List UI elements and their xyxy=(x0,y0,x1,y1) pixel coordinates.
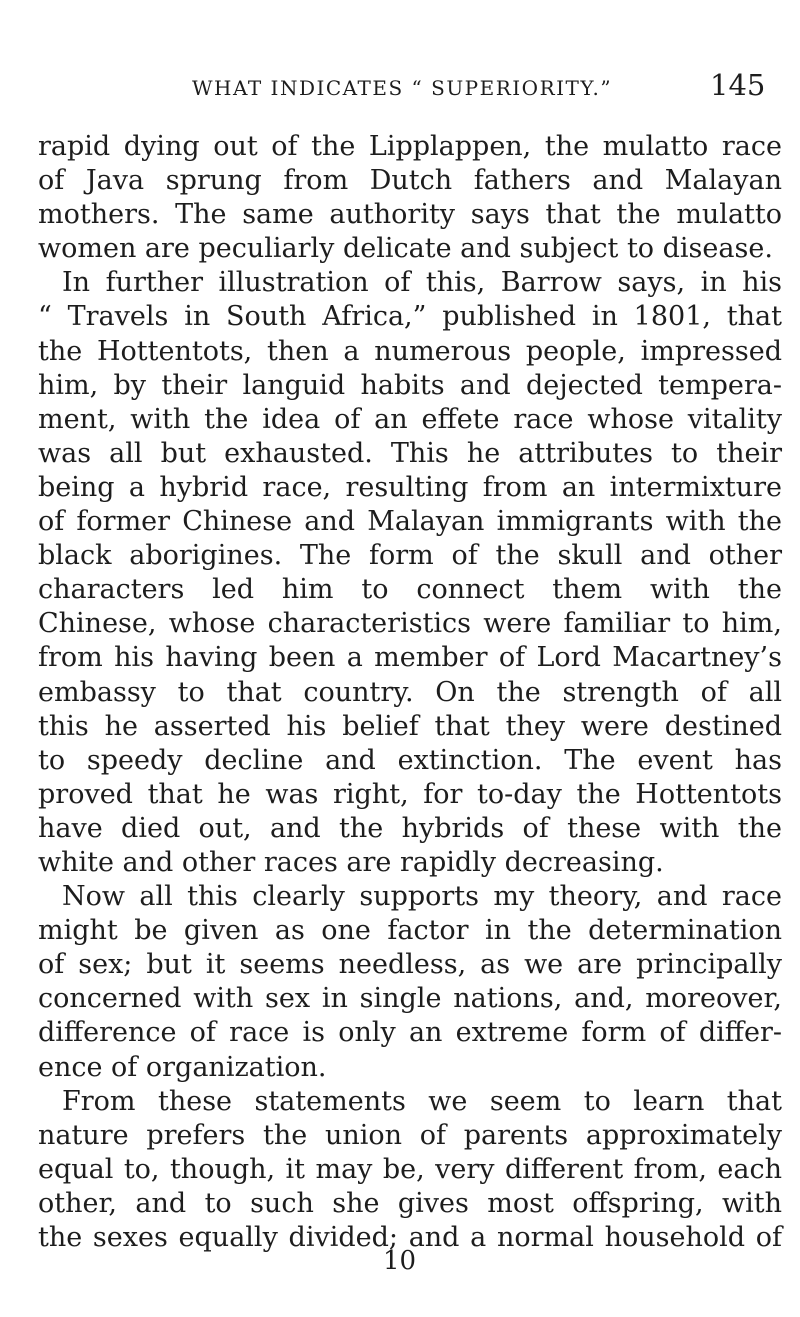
text-line: Now all this clearly supports my theory, and race xyxy=(62,881,782,913)
text-line: the sexes equally divided; and a normal household of xyxy=(38,1222,782,1253)
text-line: from his having been a member of Lord Macartney’s xyxy=(38,642,782,674)
body-text xyxy=(38,130,782,1255)
running-head: WHAT INDICATES “ SUPERIORITY.” xyxy=(192,76,613,100)
text-line: women are peculiarly delicate and subject to disease. xyxy=(38,233,773,265)
text-line: equal to, though, it may be, very different from, each xyxy=(38,1153,782,1185)
text-line: nature prefers the union of parents approximately xyxy=(38,1119,782,1151)
text-line: white and other races are rapidly decreasing. xyxy=(38,846,664,878)
text-line: Chinese, whose characteristics were familiar to him, xyxy=(38,608,782,640)
text-line: ence of organization. xyxy=(38,1051,327,1083)
text-line: difference of race is only an extreme form of differ- xyxy=(38,1017,782,1049)
text-line: was all but exhausted. This he attributes to their xyxy=(38,437,782,469)
text-line: other, and to such she gives most offspring, with xyxy=(38,1187,782,1219)
text-line: of sex; but it seems needless, as we are principally xyxy=(38,949,782,981)
text-line: to speedy decline and extinction. The event has xyxy=(38,744,782,776)
text-line: black aborigines. The form of the skull and other xyxy=(38,540,782,572)
text-line: this he asserted his belief that they were destined xyxy=(38,710,782,742)
text-line: might be given as one factor in the determination xyxy=(38,915,782,947)
text-line: rapid dying out of the Lipplappen, the mulatto race xyxy=(38,131,782,162)
text-line: From these statements we seem to learn that xyxy=(62,1085,782,1117)
text-line: him, by their languid habits and dejected tempera- xyxy=(38,369,782,401)
text-line: concerned with sex in single nations, and, moreover, xyxy=(38,983,782,1015)
text-line: being a hybrid race, resulting from an intermixture xyxy=(38,471,782,503)
page-number: 145 xyxy=(710,68,766,102)
text-line: proved that he was right, for to-day the Hottentots xyxy=(38,778,782,810)
text-line: mothers. The same authority says that the mulatto xyxy=(38,199,782,231)
text-line: embassy to that country. On the strength of all xyxy=(38,676,782,708)
text-line: In further illustration of this, Barrow says, in his xyxy=(62,267,782,299)
text-line: the Hottentots, then a numerous people, impressed xyxy=(38,335,782,367)
text-line: ment, with the idea of an effete race whose vitality xyxy=(38,403,782,435)
signature-mark: 10 xyxy=(383,1246,417,1276)
text-line: have died out, and the hybrids of these with the xyxy=(38,812,782,844)
text-line: characters led him to connect them with the xyxy=(38,574,782,606)
text-line: of Java sprung from Dutch fathers and Malayan xyxy=(38,165,782,197)
text-line: of former Chinese and Malayan immigrants with the xyxy=(38,506,782,538)
text-line: “ Travels in South Africa,” published in 1801, that xyxy=(38,301,782,333)
